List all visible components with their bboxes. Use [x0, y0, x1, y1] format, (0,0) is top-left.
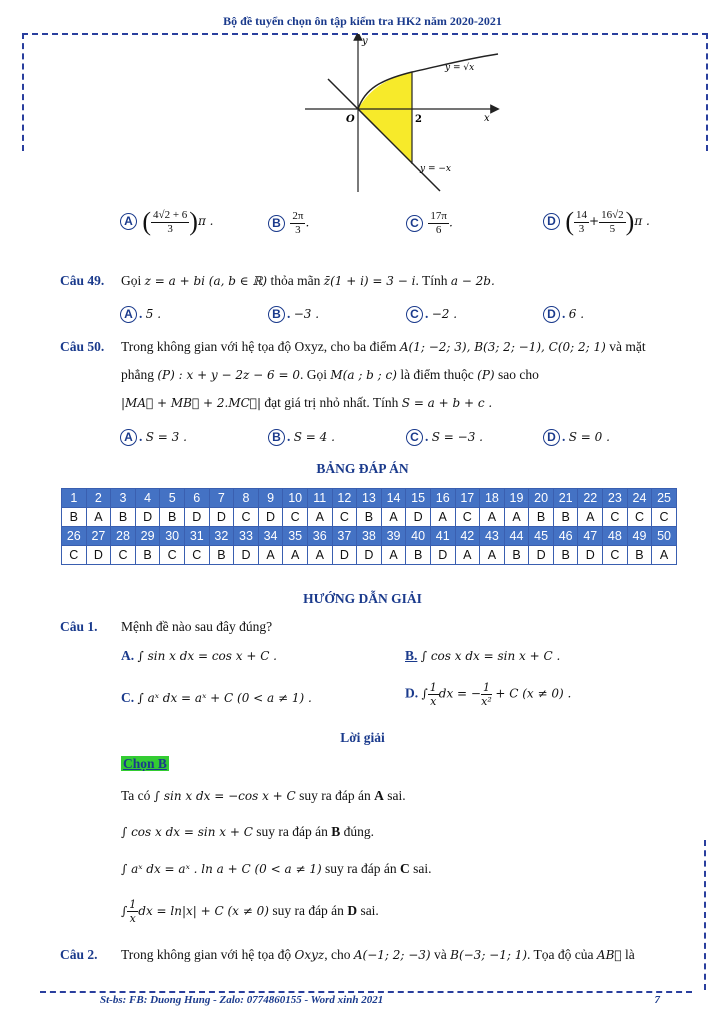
q1-d-den1: x [430, 695, 437, 708]
answer-cell: C [184, 546, 209, 565]
q1-d-den2: x² [481, 695, 492, 708]
option-dot: . [139, 306, 143, 321]
solution-line-1 [121, 782, 406, 810]
answer-cell: 18 [480, 489, 505, 508]
solution-line-4 [121, 897, 379, 925]
answer-cell: C [652, 508, 677, 527]
answer-cell: 33 [234, 527, 259, 546]
answer-cell: 10 [283, 489, 308, 508]
answer-cell: C [627, 508, 652, 527]
q1-b-formula: ∫ cos x dx = sin x + C . [420, 649, 561, 663]
curve2-label: y = −x [420, 164, 451, 174]
q50-line-2 [121, 361, 681, 389]
q50-a-value: S = 3 . [145, 430, 187, 444]
option-letter: B [268, 306, 285, 323]
answer-table [61, 488, 677, 565]
answer-row-answers-2 [62, 546, 677, 565]
option-dot: . [562, 429, 566, 444]
q50-option-b[interactable] [268, 429, 335, 446]
answer-cell: B [529, 508, 554, 527]
q48-option-a[interactable]: A ( $\frac{4√2 + 6}{3}$ )π . [120, 207, 213, 237]
answer-cell: 11 [307, 489, 332, 508]
answer-cell: D [234, 546, 259, 565]
answer-cell: 36 [307, 527, 332, 546]
q49-d-value: 6 . [568, 307, 585, 321]
sol-letter: C [400, 861, 410, 876]
q50-points: A(1; −2; 3), B(3; 2; −1), C(0; 2; 1) [399, 340, 606, 354]
answer-cell: 39 [381, 527, 406, 546]
q1-option-b[interactable] [405, 648, 560, 664]
page-header: Bộ đề tuyển chọn ôn tập kiểm tra HK2 năm 2020-2021 [223, 14, 502, 28]
q48-option-b[interactable] [268, 210, 309, 237]
q2-math-1: Oxyz [294, 948, 325, 962]
option-letter: A [120, 306, 137, 323]
q48-c-tail: . [448, 215, 453, 230]
answer-cell: 23 [603, 489, 628, 508]
solution-title: Lời giải [340, 730, 385, 745]
sol-formula: dx = ln|x| + C (x ≠ 0) [138, 904, 269, 918]
answer-row-answers-1 [62, 508, 677, 527]
q49-option-b[interactable] [268, 306, 319, 323]
answer-cell: 40 [406, 527, 431, 546]
sol-formula: ∫ cos x dx = sin x + C [121, 825, 253, 839]
answer-cell: 30 [160, 527, 185, 546]
option-dot: . [287, 429, 291, 444]
answer-cell: 14 [381, 489, 406, 508]
answer-cell: C [332, 508, 357, 527]
q50-text: đạt giá trị nhỏ nhất. Tính [264, 395, 399, 410]
answer-cell: 24 [627, 489, 652, 508]
answer-cell: C [455, 508, 480, 527]
q48-option-d[interactable]: D ( $\frac{14}{3}$ + $\frac{16√2}{5}$ )π . [543, 207, 650, 237]
q49-option-c[interactable] [406, 306, 457, 323]
option-letter: C. [121, 690, 135, 705]
q49-math-3: a − 2b. [450, 274, 495, 288]
answer-cell: 37 [332, 527, 357, 546]
q50-plane-p: (P) [477, 368, 495, 382]
answer-cell: 41 [430, 527, 455, 546]
answer-cell: D [406, 508, 431, 527]
answer-cell: 2 [86, 489, 111, 508]
y-axis-label: y [362, 36, 368, 47]
q1-option-d[interactable] [405, 681, 571, 708]
sol-text: sai. [413, 861, 432, 876]
q1-c-formula: ∫ aˣ dx = aˣ + C (0 < a ≠ 1) . [137, 691, 312, 705]
answer-cell: A [455, 546, 480, 565]
q48-d-num2: 16√2 [601, 208, 624, 221]
answer-cell: 13 [357, 489, 382, 508]
q48-d-plus: + [589, 214, 600, 229]
answer-cell: A [578, 508, 603, 527]
answer-cell: 20 [529, 489, 554, 508]
answer-cell: 17 [455, 489, 480, 508]
answer-cell: A [381, 546, 406, 565]
q49-option-d[interactable] [543, 306, 584, 323]
q50-b-value: S = 4 . [293, 430, 335, 444]
answer-cell: 6 [184, 489, 209, 508]
option-letter: A [120, 429, 137, 446]
solution-line-3 [121, 855, 432, 883]
sol-text: sai. [360, 903, 379, 918]
answer-cell: D [332, 546, 357, 565]
answer-cell: B [160, 508, 185, 527]
q50-c-value: S = −3 . [431, 430, 483, 444]
answer-cell: B [135, 546, 160, 565]
answer-cell: A [86, 508, 111, 527]
integral-sign: ∫ [421, 686, 428, 701]
q2-text-b: , cho [324, 947, 351, 962]
sol-text: suy ra đáp án [256, 824, 328, 839]
solution-line-2 [121, 818, 374, 846]
q50-point-m: M(a ; b ; c) [330, 368, 397, 382]
answer-cell: 27 [86, 527, 111, 546]
q48-option-c[interactable] [406, 210, 453, 237]
answer-cell: 42 [455, 527, 480, 546]
x-axis-label: x [484, 113, 490, 124]
answer-cell: 32 [209, 527, 234, 546]
q50-text: và mặt [609, 339, 646, 354]
answer-cell: 45 [529, 527, 554, 546]
answer-cell: 8 [234, 489, 259, 508]
sol-letter: D [347, 903, 358, 918]
answer-row-numbers-2 [62, 527, 677, 546]
q2-vector-ab: AB⃗ [596, 948, 622, 962]
answer-cell: B [357, 508, 382, 527]
answer-cell: A [283, 546, 308, 565]
answer-cell: A [430, 508, 455, 527]
sol-text: suy ra đáp án [325, 861, 397, 876]
answer-cell: B [62, 508, 87, 527]
answer-cell: 29 [135, 527, 160, 546]
chon-text: Chọn B [123, 756, 167, 771]
answer-cell: 12 [332, 489, 357, 508]
option-letter: D [543, 306, 560, 323]
answer-cell: D [430, 546, 455, 565]
answer-cell: 16 [430, 489, 455, 508]
answer-cell: 34 [258, 527, 283, 546]
answer-cell: 46 [553, 527, 578, 546]
q1-d-num1: 1 [429, 681, 437, 694]
answer-cell: 5 [160, 489, 185, 508]
q48-c-den: 6 [435, 224, 442, 236]
q1-d-tail: + C (x ≠ 0) . [495, 686, 572, 701]
integral-sign: ∫ [121, 904, 128, 918]
q50-sum: S = a + b + c . [401, 396, 493, 410]
answer-cell: 44 [504, 527, 529, 546]
answer-cell: 9 [258, 489, 283, 508]
answer-cell: D [86, 546, 111, 565]
curve1-label: y = √x [445, 63, 475, 73]
answer-cell: 1 [62, 489, 87, 508]
answer-cell: D [184, 508, 209, 527]
answer-cell: C [283, 508, 308, 527]
answer-row-numbers-1 [62, 489, 677, 508]
q50-option-d[interactable] [543, 429, 610, 446]
answer-cell: B [209, 546, 234, 565]
option-dot: . [425, 306, 429, 321]
q50-text: phẳng [121, 367, 154, 382]
answer-cell: D [357, 546, 382, 565]
graph-figure [300, 34, 500, 194]
q48-a-tail: π . [197, 214, 214, 229]
answer-cell: 19 [504, 489, 529, 508]
option-dot: . [287, 306, 291, 321]
q49-c-value: −2 . [431, 307, 458, 321]
sol-text: sai. [387, 788, 406, 803]
answer-cell: C [160, 546, 185, 565]
border-right [706, 33, 708, 151]
q49-option-a[interactable] [120, 306, 161, 323]
q49-text-b: thỏa mãn [270, 273, 321, 288]
sol-text: suy ra đáp án [299, 788, 371, 803]
q50-line-3 [121, 389, 492, 417]
q50-text: sao cho [497, 367, 539, 382]
q2-text-d: . Tọa độ của [527, 947, 594, 962]
q1-text: Mệnh đề nào sau đây đúng? [121, 619, 273, 634]
q50-plane: (P) : x + y − 2z − 6 = 0 [157, 368, 300, 382]
answer-cell: A [652, 546, 677, 565]
answer-cell: 26 [62, 527, 87, 546]
q49-math-1: z = a + bi (a, b ∈ ℝ) [144, 274, 268, 288]
option-letter: D. [405, 685, 419, 701]
q48-d-num1: 14 [576, 208, 588, 221]
q49-b-value: −3 . [293, 307, 320, 321]
q2-text-c: và [434, 947, 447, 962]
answer-cell: D [258, 508, 283, 527]
answer-cell: 31 [184, 527, 209, 546]
q48-a-num: 4√2 + 6 [153, 208, 188, 221]
answer-cell: 48 [603, 527, 628, 546]
answer-cell: 50 [652, 527, 677, 546]
q2-point-a: A(−1; 2; −3) [353, 948, 431, 962]
q48-a-den: 3 [167, 222, 173, 235]
answer-cell: C [62, 546, 87, 565]
option-letter: B [268, 215, 285, 232]
answer-cell: 47 [578, 527, 603, 546]
option-dot: . [425, 429, 429, 444]
border-bottom [40, 991, 692, 993]
answer-cell: A [480, 508, 505, 527]
answer-cell: A [381, 508, 406, 527]
sol-formula: ∫ sin x dx = −cos x + C [153, 789, 296, 803]
answer-table-title: BẢNG ĐÁP ÁN [316, 461, 409, 476]
option-letter: D [543, 429, 560, 446]
q50-option-a[interactable] [120, 429, 187, 446]
q50-d-value: S = 0 . [568, 430, 610, 444]
q50-label: Câu 50. [60, 339, 105, 354]
answer-cell: 35 [283, 527, 308, 546]
option-letter: A. [121, 648, 135, 663]
q48-d-den1: 3 [578, 222, 585, 235]
q2-text [121, 941, 635, 969]
option-letter: C [406, 306, 423, 323]
q49-a-value: 5 . [145, 307, 162, 321]
answer-cell: 38 [357, 527, 382, 546]
answer-cell: B [553, 546, 578, 565]
chon-badge [121, 756, 169, 772]
option-letter: A [120, 213, 137, 230]
page-footer [100, 994, 660, 1006]
sol-text: Ta có [121, 788, 151, 803]
answer-cell: B [504, 546, 529, 565]
answer-cell: 15 [406, 489, 431, 508]
answer-cell: B [553, 508, 578, 527]
page-number: 7 [654, 994, 660, 1006]
answer-cell: A [480, 546, 505, 565]
answer-cell: C [111, 546, 136, 565]
q1-a-formula: ∫ sin x dx = cos x + C . [137, 649, 277, 663]
sol-num: 1 [129, 898, 137, 912]
option-letter: C [406, 215, 423, 232]
answer-cell: C [234, 508, 259, 527]
option-letter: B. [405, 648, 418, 663]
answer-cell: 3 [111, 489, 136, 508]
q48-c-num: 17π [430, 210, 447, 222]
q1-option-c[interactable] [121, 690, 312, 706]
q1-option-a[interactable] [121, 648, 277, 664]
q1-label: Câu 1. [60, 619, 98, 634]
q2-text-e: là [624, 947, 635, 962]
answer-cell: C [603, 508, 628, 527]
sol-den: x [129, 912, 136, 926]
answer-cell: 28 [111, 527, 136, 546]
q49-label: Câu 49. [60, 273, 105, 288]
q48-b-tail: . [305, 215, 310, 230]
q48-d-den2: 5 [609, 222, 616, 235]
q48-b-den: 3 [295, 224, 301, 236]
answer-cell: A [307, 508, 332, 527]
sol-text: suy ra đáp án [272, 903, 344, 918]
option-letter: B [268, 429, 285, 446]
answer-cell: D [578, 546, 603, 565]
sol-letter: B [331, 824, 341, 839]
q49-math-2: z̄(1 + i) = 3 − i [323, 274, 416, 288]
q48-b-num: 2π [292, 210, 304, 222]
q50-vector-sum: |MA⃗ + MB⃗ + 2.MC⃗| [121, 396, 262, 410]
q1-d-num2: 1 [482, 681, 490, 694]
answer-cell: 43 [480, 527, 505, 546]
border-left [22, 33, 24, 151]
option-letter: C [406, 429, 423, 446]
q48-d-tail: π . [634, 214, 650, 229]
option-dot: . [139, 429, 143, 444]
answer-cell: B [406, 546, 431, 565]
sol-formula: ∫ aˣ dx = aˣ . ln a + C (0 < a ≠ 1) [121, 862, 322, 876]
answer-cell: 4 [135, 489, 160, 508]
answer-cell: D [135, 508, 160, 527]
q50-text: Trong không gian với hệ tọa độ Oxyz, cho ba điểm [121, 339, 397, 354]
guide-title: HƯỚNG DẪN GIẢI [303, 591, 422, 606]
footer-text: St-bs: FB: Duong Hung - Zalo: 0774860155 - Word xinh 2021 [100, 994, 384, 1006]
option-letter: D [543, 213, 560, 230]
q49-text-a: Gọi [121, 273, 142, 288]
q1-d-text: dx = − [438, 686, 481, 701]
answer-cell: 22 [578, 489, 603, 508]
answer-cell: 7 [209, 489, 234, 508]
answer-cell: A [307, 546, 332, 565]
answer-cell: 49 [627, 527, 652, 546]
q2-label: Câu 2. [60, 947, 98, 962]
q49-text-c: . Tính [415, 273, 448, 288]
q49-text [121, 267, 495, 295]
answer-cell: 25 [652, 489, 677, 508]
answer-cell: A [504, 508, 529, 527]
answer-cell: D [529, 546, 554, 565]
origin-label: O [346, 114, 355, 125]
sol-text: đúng. [343, 824, 374, 839]
answer-cell: B [627, 546, 652, 565]
q50-text: là điểm thuộc [400, 367, 474, 382]
q50-option-c[interactable] [406, 429, 483, 446]
answer-cell: A [258, 546, 283, 565]
tick-label-2: 2 [415, 114, 422, 125]
q2-text-a: Trong không gian với hệ tọa độ [121, 947, 292, 962]
q2-point-b: B(−3; −1; 1) [450, 948, 528, 962]
q50-line-1 [121, 333, 681, 361]
option-dot: . [562, 306, 566, 321]
answer-cell: B [111, 508, 136, 527]
q50-text: . Gọi [300, 367, 327, 382]
border-right-bottom [704, 840, 706, 990]
answer-cell: C [603, 546, 628, 565]
answer-cell: D [209, 508, 234, 527]
answer-cell: 21 [553, 489, 578, 508]
sol-letter: A [374, 788, 384, 803]
